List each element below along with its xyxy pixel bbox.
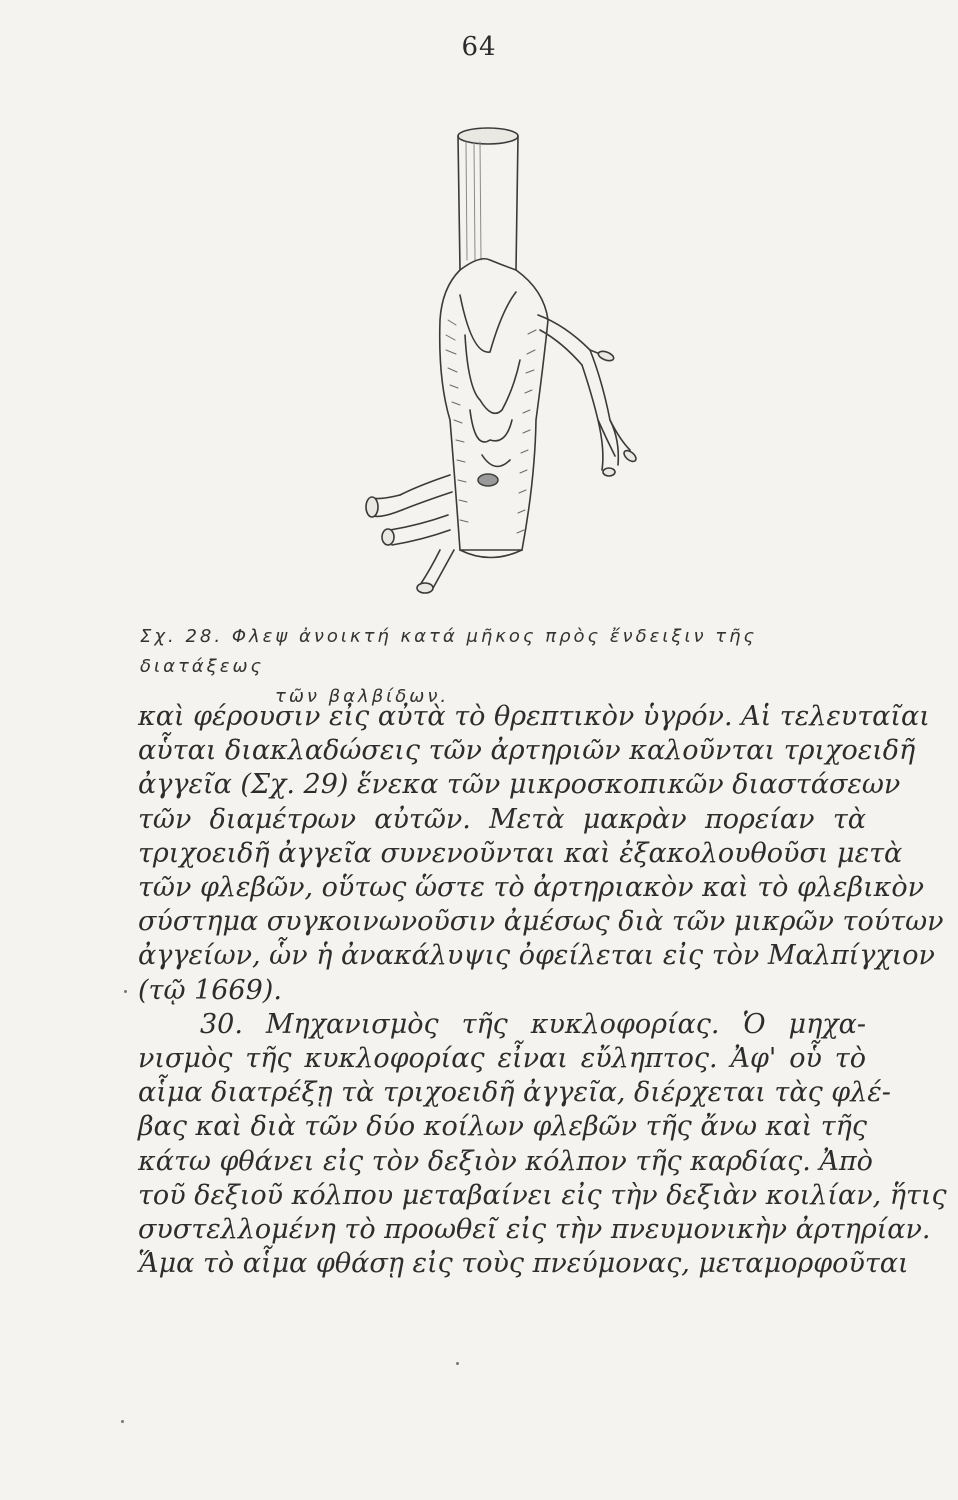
text-line: αὗται διακλαδώσεις τῶν ἀρτηριῶν καλοῦνται τριχοειδῆ (138, 735, 916, 767)
figure-caption (140, 622, 880, 712)
text-line: συστελλομένη τὸ προωθεῖ εἰς τὴν πνευμονικὴν ἀρτηρίαν. (138, 1214, 931, 1246)
text-line: σύστημα συγκοινωνοῦσιν ἀμέσως διὰ τῶν μικρῶν τούτων (138, 906, 944, 938)
caption-line-1: Σχ. 28. Φλεψ ἀνοικτή κατά μῆκος πρὸς ἔνδειξιν τῆς διατάξεως (140, 626, 758, 677)
text-line: ἀγγεῖα (Σχ. 29) ἕνεκα τῶν μικροσκοπικῶν διαστάσεων (138, 769, 901, 801)
text-line: τῶν φλεβῶν, οὕτως ὥστε τὸ ἀρτηριακὸν καὶ τὸ φλεβικὸν (138, 872, 925, 904)
text-line: αἷμα διατρέξῃ τὰ τριχοειδῆ ἀγγεῖα, διέρχεται τὰς φλέ- (138, 1077, 891, 1109)
paper-speck (121, 1420, 124, 1423)
caption-line-2: τῶν βαλβίδων. (275, 686, 450, 707)
text-line: ἀγγείων, ὧν ἡ ἀνακάλυψις ὀφείλεται εἰς τὸν Μαλπίγχιον (138, 940, 935, 972)
paper-speck (456, 1362, 459, 1365)
paper-speck (124, 990, 127, 993)
text-line: τῶν διαμέτρων αὐτῶν. Μετὰ μακρὰν πορείαν τὰ (138, 803, 866, 835)
text-line: Ἅμα τὸ αἷμα φθάσῃ εἰς τοὺς πνεύμονας, μεταμορφοῦται (138, 1248, 909, 1280)
text-line: βας καὶ διὰ τῶν δύο κοίλων φλεβῶν τῆς ἄνω καὶ τῆς (138, 1111, 867, 1143)
text-line: κάτω φθάνει εἰς τὸν δεξιὸν κόλπον τῆς καρδίας. Ἀπὸ (138, 1145, 873, 1177)
section-heading-line: 30. Μηχανισμὸς τῆς κυκλοφορίας. Ὁ μηχα- (200, 1008, 866, 1040)
text-line: τοῦ δεξιοῦ κόλπου μεταβαίνει εἰς τὴν δεξιὰν κοιλίαν, ἥτις (138, 1179, 947, 1211)
text-line: καὶ φέρουσιν εἰς αὐτὰ τὸ θρεπτικὸν ὑγρόν. Αἱ τελευταῖαι (138, 701, 930, 732)
text-line: νισμὸς τῆς κυκλοφορίας εἶναι εὔληπτος. Ἀφ' οὗ τὸ (138, 1043, 866, 1075)
body-text (138, 700, 947, 1281)
page-number: 64 (461, 32, 497, 62)
text-line: (τῷ 1669). (138, 974, 282, 1006)
vein-engraving (330, 120, 660, 610)
vein-illustration (330, 120, 660, 610)
text-line: τριχοειδῆ ἀγγεῖα συνενοῦνται καὶ ἐξακολουθοῦσι μετὰ (138, 837, 903, 869)
